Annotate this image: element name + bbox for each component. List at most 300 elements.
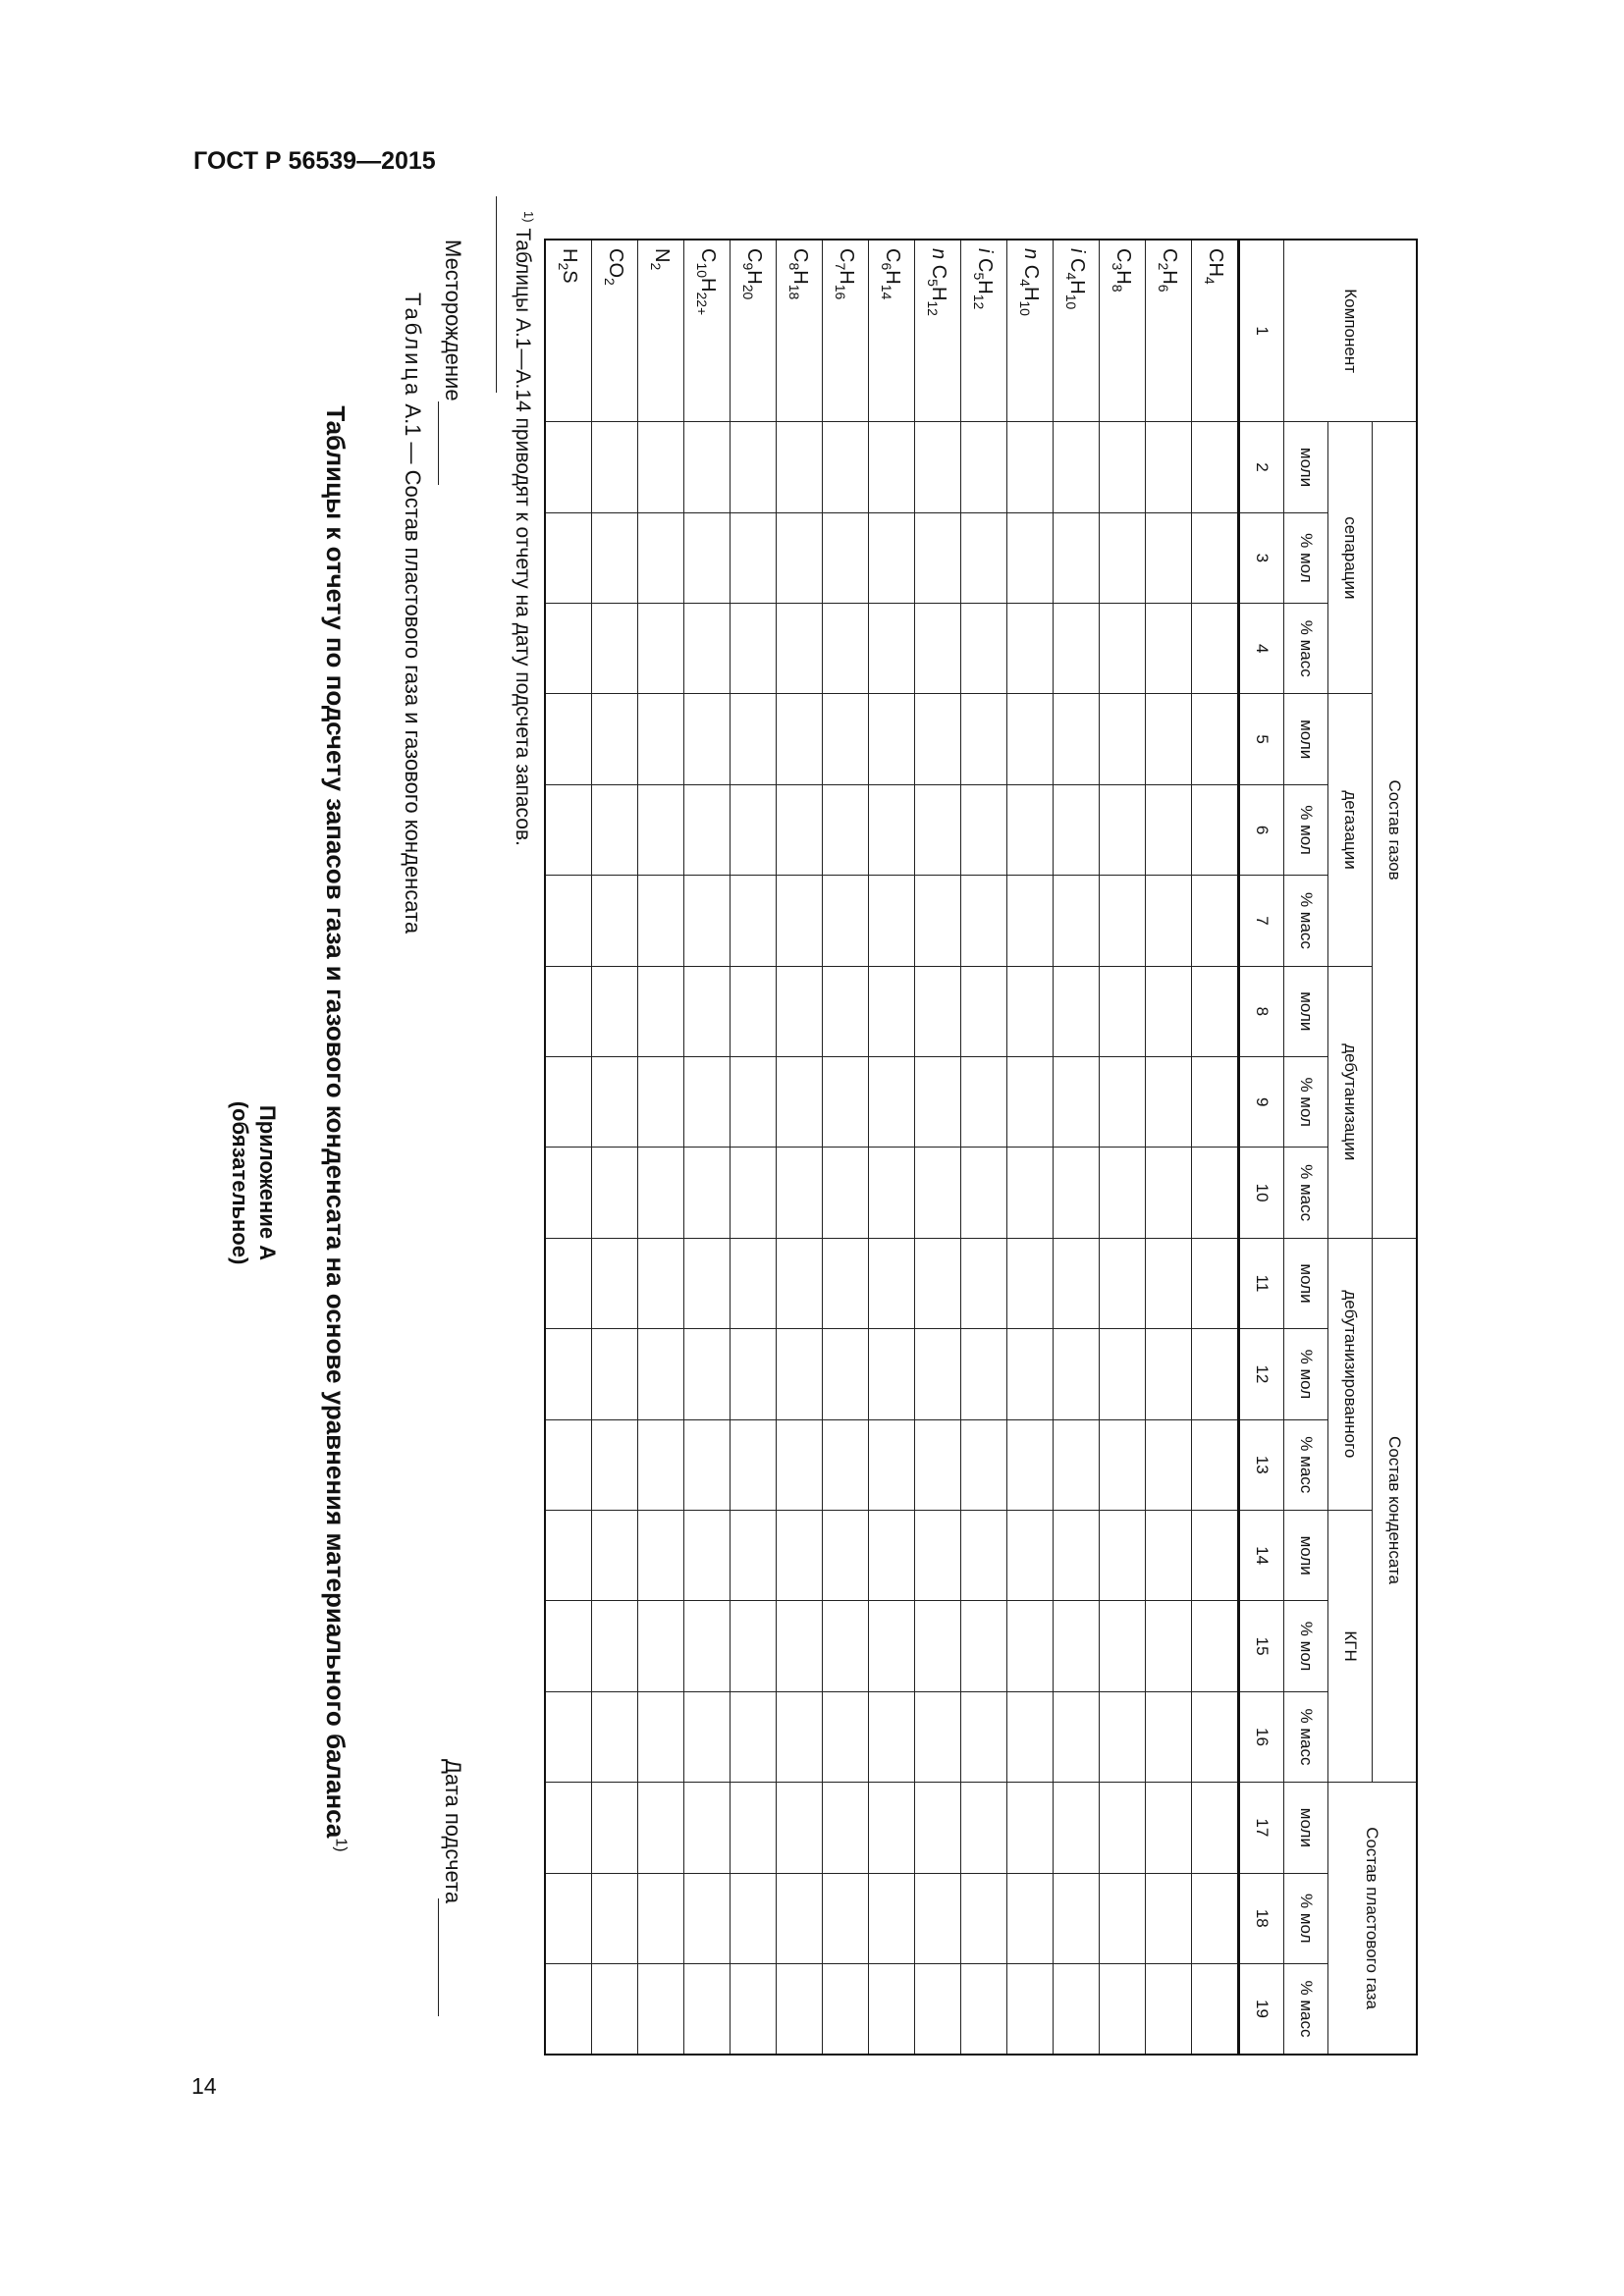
value-cell[interactable]	[638, 784, 684, 875]
value-cell[interactable]	[1100, 784, 1146, 875]
value-cell[interactable]	[592, 1510, 638, 1600]
value-cell[interactable]	[915, 1238, 961, 1328]
value-cell[interactable]	[823, 784, 869, 875]
value-cell[interactable]	[1054, 604, 1100, 694]
value-cell[interactable]	[592, 1329, 638, 1419]
value-cell[interactable]	[961, 1057, 1007, 1148]
formula-sub: 3	[1110, 262, 1126, 271]
value-cell[interactable]	[592, 1057, 638, 1148]
value-cell[interactable]	[1100, 1057, 1146, 1148]
value-cell[interactable]	[1146, 1329, 1192, 1419]
column-number-cell: 6	[1239, 784, 1284, 875]
formula-base2: H	[928, 286, 950, 301]
value-cell[interactable]	[1146, 1783, 1192, 1873]
value-cell[interactable]	[1007, 1510, 1054, 1600]
value-cell[interactable]	[961, 1601, 1007, 1691]
value-cell[interactable]	[961, 876, 1007, 966]
value-cell[interactable]	[592, 422, 638, 512]
column-number-cell: 17	[1239, 1783, 1284, 1873]
value-cell[interactable]	[1100, 604, 1146, 694]
value-cell[interactable]	[1146, 1963, 1192, 2055]
value-cell[interactable]	[1192, 1057, 1239, 1148]
value-cell[interactable]	[869, 1419, 915, 1510]
value-cell[interactable]	[545, 1601, 592, 1691]
value-cell[interactable]	[869, 784, 915, 875]
value-cell[interactable]	[915, 1148, 961, 1238]
column-number-cell: 16	[1239, 1691, 1284, 1782]
value-cell[interactable]	[592, 694, 638, 784]
value-cell[interactable]	[777, 1238, 823, 1328]
value-cell[interactable]	[731, 512, 777, 603]
value-cell[interactable]	[961, 1148, 1007, 1238]
column-number-cell: 11	[1239, 1238, 1284, 1328]
value-cell[interactable]	[638, 694, 684, 784]
value-cell[interactable]	[777, 1510, 823, 1600]
value-cell[interactable]	[545, 512, 592, 603]
value-cell[interactable]	[1100, 1783, 1146, 1873]
value-cell[interactable]	[731, 1238, 777, 1328]
table-caption-number: А.1	[401, 403, 425, 437]
value-cell[interactable]	[638, 1601, 684, 1691]
value-cell[interactable]	[823, 1691, 869, 1782]
value-cell[interactable]	[1192, 512, 1239, 603]
formula-base: C	[697, 248, 720, 263]
column-number-cell: 18	[1239, 1873, 1284, 1963]
value-cell[interactable]	[961, 1419, 1007, 1510]
value-cell[interactable]	[545, 1057, 592, 1148]
value-cell[interactable]	[823, 966, 869, 1056]
value-cell[interactable]	[777, 1057, 823, 1148]
value-cell[interactable]	[638, 1419, 684, 1510]
value-cell[interactable]	[638, 1963, 684, 2055]
value-cell[interactable]	[638, 1148, 684, 1238]
value-cell[interactable]	[592, 1148, 638, 1238]
value-cell[interactable]	[1192, 1419, 1239, 1510]
formula-base2: H	[1159, 270, 1181, 285]
value-cell[interactable]	[1054, 1691, 1100, 1782]
value-cell[interactable]	[1054, 1238, 1100, 1328]
value-cell[interactable]	[1146, 1873, 1192, 1963]
value-cell[interactable]	[638, 876, 684, 966]
value-cell[interactable]	[1192, 1238, 1239, 1328]
value-cell[interactable]	[915, 1510, 961, 1600]
value-cell[interactable]	[1007, 1873, 1054, 1963]
value-cell[interactable]	[777, 694, 823, 784]
value-cell[interactable]	[1007, 1601, 1054, 1691]
value-cell[interactable]	[961, 1238, 1007, 1328]
value-cell[interactable]	[1007, 1057, 1054, 1148]
value-cell[interactable]	[1054, 784, 1100, 875]
value-cell[interactable]	[1054, 694, 1100, 784]
value-cell[interactable]	[545, 1148, 592, 1238]
value-cell[interactable]	[1100, 966, 1146, 1056]
value-cell[interactable]	[592, 512, 638, 603]
value-cell[interactable]	[823, 876, 869, 966]
value-cell[interactable]	[545, 694, 592, 784]
formula-sub2: 12	[971, 294, 988, 310]
value-cell[interactable]	[823, 1329, 869, 1419]
value-cell[interactable]	[869, 604, 915, 694]
value-cell[interactable]	[545, 604, 592, 694]
value-cell[interactable]	[869, 1329, 915, 1419]
unit-label-cell: моли	[1284, 422, 1328, 512]
value-cell[interactable]	[545, 1783, 592, 1873]
value-cell[interactable]	[1007, 512, 1054, 603]
component-formula	[961, 240, 1007, 422]
value-cell[interactable]	[638, 1057, 684, 1148]
value-cell[interactable]	[1100, 876, 1146, 966]
value-cell[interactable]	[545, 1691, 592, 1782]
value-cell[interactable]	[823, 1510, 869, 1600]
value-cell[interactable]	[1054, 1783, 1100, 1873]
value-cell[interactable]	[545, 1238, 592, 1328]
column-number-cell: 12	[1239, 1329, 1284, 1419]
value-cell[interactable]	[777, 422, 823, 512]
value-cell[interactable]	[869, 1510, 915, 1600]
value-cell[interactable]	[684, 1601, 731, 1691]
value-cell[interactable]	[869, 694, 915, 784]
value-cell[interactable]	[592, 876, 638, 966]
value-cell[interactable]	[1054, 876, 1100, 966]
value-cell[interactable]	[915, 1873, 961, 1963]
column-number-cell: 19	[1239, 1963, 1284, 2055]
value-cell[interactable]	[777, 604, 823, 694]
formula-base2: H	[743, 270, 766, 285]
value-cell[interactable]	[823, 1963, 869, 2055]
value-cell[interactable]	[684, 422, 731, 512]
value-cell[interactable]	[1192, 1510, 1239, 1600]
value-cell[interactable]	[684, 512, 731, 603]
value-cell[interactable]	[1192, 784, 1239, 875]
value-cell[interactable]	[1054, 1873, 1100, 1963]
value-cell[interactable]	[1100, 1691, 1146, 1782]
value-cell[interactable]	[1054, 1329, 1100, 1419]
value-cell[interactable]	[1192, 1963, 1239, 2055]
value-cell[interactable]	[915, 694, 961, 784]
value-cell[interactable]	[961, 694, 1007, 784]
value-cell[interactable]	[1100, 1148, 1146, 1238]
value-cell[interactable]	[684, 1057, 731, 1148]
value-cell[interactable]	[1192, 1691, 1239, 1782]
value-cell[interactable]	[777, 1419, 823, 1510]
value-cell[interactable]	[1146, 1601, 1192, 1691]
value-cell[interactable]	[823, 1601, 869, 1691]
value-cell[interactable]	[1192, 966, 1239, 1056]
value-cell[interactable]	[731, 876, 777, 966]
value-cell[interactable]	[915, 422, 961, 512]
value-cell[interactable]	[777, 876, 823, 966]
value-cell[interactable]	[777, 1783, 823, 1873]
value-cell[interactable]	[545, 966, 592, 1056]
value-cell[interactable]	[1192, 422, 1239, 512]
value-cell[interactable]	[638, 966, 684, 1056]
value-cell[interactable]	[1146, 784, 1192, 875]
value-cell[interactable]	[638, 1238, 684, 1328]
value-cell[interactable]	[592, 1238, 638, 1328]
value-cell[interactable]	[684, 1963, 731, 2055]
value-cell[interactable]	[592, 604, 638, 694]
value-cell[interactable]	[545, 876, 592, 966]
separation-header: сепарации	[1328, 422, 1373, 694]
value-cell[interactable]	[961, 784, 1007, 875]
value-cell[interactable]	[1007, 604, 1054, 694]
value-cell[interactable]	[545, 422, 592, 512]
value-cell[interactable]	[1100, 1963, 1146, 2055]
value-cell[interactable]	[592, 1873, 638, 1963]
value-cell[interactable]	[638, 512, 684, 603]
value-cell[interactable]	[1146, 1148, 1192, 1238]
value-cell[interactable]	[592, 1419, 638, 1510]
value-cell[interactable]	[684, 784, 731, 875]
value-cell[interactable]	[545, 784, 592, 875]
value-cell[interactable]	[869, 1691, 915, 1782]
value-cell[interactable]	[731, 694, 777, 784]
value-cell[interactable]	[545, 1419, 592, 1510]
value-cell[interactable]	[1146, 422, 1192, 512]
value-cell[interactable]	[1192, 1873, 1239, 1963]
value-cell[interactable]	[961, 1873, 1007, 1963]
value-cell[interactable]	[869, 1963, 915, 2055]
value-cell[interactable]	[1146, 1510, 1192, 1600]
value-cell[interactable]	[638, 1783, 684, 1873]
formula-base: C	[928, 264, 950, 280]
value-cell[interactable]	[731, 1691, 777, 1782]
value-cell[interactable]	[731, 1873, 777, 1963]
value-cell[interactable]	[961, 966, 1007, 1056]
unit-label-cell: моли	[1284, 966, 1328, 1056]
value-cell[interactable]	[823, 422, 869, 512]
value-cell[interactable]	[1007, 1419, 1054, 1510]
value-cell[interactable]	[684, 1873, 731, 1963]
value-cell[interactable]	[1007, 1148, 1054, 1238]
value-cell[interactable]	[1007, 1329, 1054, 1419]
value-cell[interactable]	[684, 1419, 731, 1510]
value-cell[interactable]	[1054, 422, 1100, 512]
value-cell[interactable]	[1192, 1148, 1239, 1238]
component-formula	[731, 240, 777, 422]
value-cell[interactable]	[1100, 1329, 1146, 1419]
value-cell[interactable]	[915, 876, 961, 966]
value-cell[interactable]	[1054, 1148, 1100, 1238]
value-cell[interactable]	[823, 1057, 869, 1148]
value-cell[interactable]	[1100, 694, 1146, 784]
value-cell[interactable]	[731, 422, 777, 512]
value-cell[interactable]	[961, 1963, 1007, 2055]
value-cell[interactable]	[1192, 876, 1239, 966]
value-cell[interactable]	[1100, 1510, 1146, 1600]
value-cell[interactable]	[823, 1148, 869, 1238]
value-cell[interactable]	[638, 1691, 684, 1782]
value-cell[interactable]	[1146, 604, 1192, 694]
value-cell[interactable]	[1146, 694, 1192, 784]
value-cell[interactable]	[1192, 1329, 1239, 1419]
value-cell[interactable]	[869, 1873, 915, 1963]
value-cell[interactable]	[823, 512, 869, 603]
value-cell[interactable]	[1007, 422, 1054, 512]
value-cell[interactable]	[915, 512, 961, 603]
value-cell[interactable]	[1007, 876, 1054, 966]
value-cell[interactable]	[777, 1601, 823, 1691]
value-cell[interactable]	[638, 1329, 684, 1419]
value-cell[interactable]	[823, 1783, 869, 1873]
component-formula	[869, 240, 915, 422]
table-row	[777, 240, 823, 2055]
value-cell[interactable]	[731, 1148, 777, 1238]
value-cell[interactable]	[638, 1510, 684, 1600]
value-cell[interactable]	[869, 1148, 915, 1238]
value-cell[interactable]	[823, 694, 869, 784]
value-cell[interactable]	[915, 966, 961, 1056]
value-cell[interactable]	[869, 1057, 915, 1148]
value-cell[interactable]	[1007, 1691, 1054, 1782]
value-cell[interactable]	[1054, 1510, 1100, 1600]
value-cell[interactable]	[684, 1148, 731, 1238]
value-cell[interactable]	[915, 1783, 961, 1873]
value-cell[interactable]	[1054, 966, 1100, 1056]
value-cell[interactable]	[869, 1783, 915, 1873]
value-cell[interactable]	[915, 1691, 961, 1782]
value-cell[interactable]	[731, 1510, 777, 1600]
value-cell[interactable]	[1100, 1419, 1146, 1510]
value-cell[interactable]	[777, 512, 823, 603]
value-cell[interactable]	[1054, 1963, 1100, 2055]
component-formula	[592, 240, 638, 422]
value-cell[interactable]	[1192, 604, 1239, 694]
value-cell[interactable]	[869, 876, 915, 966]
value-cell[interactable]	[915, 1963, 961, 2055]
value-cell[interactable]	[592, 1691, 638, 1782]
value-cell[interactable]	[1100, 1873, 1146, 1963]
date-line	[438, 1898, 439, 2016]
value-cell[interactable]	[684, 694, 731, 784]
field-row	[430, 240, 465, 2065]
value-cell[interactable]	[1146, 1691, 1192, 1782]
value-cell[interactable]	[777, 1148, 823, 1238]
value-cell[interactable]	[823, 1238, 869, 1328]
value-cell[interactable]	[1054, 512, 1100, 603]
value-cell[interactable]	[684, 876, 731, 966]
value-cell[interactable]	[961, 604, 1007, 694]
value-cell[interactable]	[638, 604, 684, 694]
value-cell[interactable]	[1007, 694, 1054, 784]
value-cell[interactable]	[1146, 1238, 1192, 1328]
value-cell[interactable]	[1100, 422, 1146, 512]
value-cell[interactable]	[869, 1238, 915, 1328]
value-cell[interactable]	[869, 1601, 915, 1691]
value-cell[interactable]	[823, 1873, 869, 1963]
table-row	[1146, 240, 1192, 2055]
value-cell[interactable]	[915, 784, 961, 875]
value-cell[interactable]	[961, 1510, 1007, 1600]
value-cell[interactable]	[592, 1963, 638, 2055]
value-cell[interactable]	[869, 966, 915, 1056]
value-cell[interactable]	[961, 1329, 1007, 1419]
value-cell[interactable]	[638, 1873, 684, 1963]
value-cell[interactable]	[777, 966, 823, 1056]
value-cell[interactable]	[684, 604, 731, 694]
value-cell[interactable]	[823, 1419, 869, 1510]
table-row	[1100, 240, 1146, 2055]
value-cell[interactable]	[1007, 1963, 1054, 2055]
value-cell[interactable]	[684, 1510, 731, 1600]
value-cell[interactable]	[684, 1238, 731, 1328]
value-cell[interactable]	[545, 1963, 592, 2055]
value-cell[interactable]	[592, 1783, 638, 1873]
value-cell[interactable]	[961, 422, 1007, 512]
value-cell[interactable]	[777, 1691, 823, 1782]
value-cell[interactable]	[731, 1601, 777, 1691]
value-cell[interactable]	[961, 1691, 1007, 1782]
value-cell[interactable]	[545, 1873, 592, 1963]
value-cell[interactable]	[1192, 694, 1239, 784]
value-cell[interactable]	[1100, 1238, 1146, 1328]
value-cell[interactable]	[592, 1601, 638, 1691]
value-cell[interactable]	[1146, 876, 1192, 966]
value-cell[interactable]	[1192, 1783, 1239, 1873]
value-cell[interactable]	[684, 966, 731, 1056]
value-cell[interactable]	[1007, 966, 1054, 1056]
value-cell[interactable]	[1007, 1783, 1054, 1873]
value-cell[interactable]	[915, 1419, 961, 1510]
value-cell[interactable]	[1100, 1601, 1146, 1691]
value-cell[interactable]	[638, 422, 684, 512]
value-cell[interactable]	[731, 1419, 777, 1510]
value-cell[interactable]	[915, 1329, 961, 1419]
value-cell[interactable]	[592, 966, 638, 1056]
value-cell[interactable]	[869, 512, 915, 603]
value-cell[interactable]	[777, 1873, 823, 1963]
formula-sub2: 14	[879, 284, 895, 300]
value-cell[interactable]	[684, 1783, 731, 1873]
value-cell[interactable]	[1146, 1057, 1192, 1148]
value-cell[interactable]	[684, 1691, 731, 1782]
value-cell[interactable]	[915, 1057, 961, 1148]
value-cell[interactable]	[1146, 512, 1192, 603]
value-cell[interactable]	[869, 422, 915, 512]
value-cell[interactable]	[777, 784, 823, 875]
value-cell[interactable]	[1007, 1238, 1054, 1328]
value-cell[interactable]	[1054, 1601, 1100, 1691]
value-cell[interactable]	[1146, 1419, 1192, 1510]
value-cell[interactable]	[731, 966, 777, 1056]
value-cell[interactable]	[1100, 512, 1146, 603]
unit-label-cell: % мол	[1284, 784, 1328, 875]
value-cell[interactable]	[731, 784, 777, 875]
value-cell[interactable]	[592, 784, 638, 875]
value-cell[interactable]	[1054, 1419, 1100, 1510]
value-cell[interactable]	[1007, 784, 1054, 875]
value-cell[interactable]	[731, 1963, 777, 2055]
value-cell[interactable]	[684, 1329, 731, 1419]
value-cell[interactable]	[823, 604, 869, 694]
value-cell[interactable]	[545, 1510, 592, 1600]
value-cell[interactable]	[777, 1329, 823, 1419]
unit-label-cell: % мол	[1284, 512, 1328, 603]
value-cell[interactable]	[777, 1963, 823, 2055]
value-cell[interactable]	[1146, 966, 1192, 1056]
value-cell[interactable]	[961, 512, 1007, 603]
value-cell[interactable]	[915, 604, 961, 694]
value-cell[interactable]	[915, 1601, 961, 1691]
value-cell[interactable]	[961, 1783, 1007, 1873]
value-cell[interactable]	[731, 1329, 777, 1419]
value-cell[interactable]	[545, 1329, 592, 1419]
value-cell[interactable]	[1054, 1057, 1100, 1148]
value-cell[interactable]	[731, 1783, 777, 1873]
value-cell[interactable]	[1192, 1601, 1239, 1691]
value-cell[interactable]	[731, 604, 777, 694]
value-cell[interactable]	[731, 1057, 777, 1148]
